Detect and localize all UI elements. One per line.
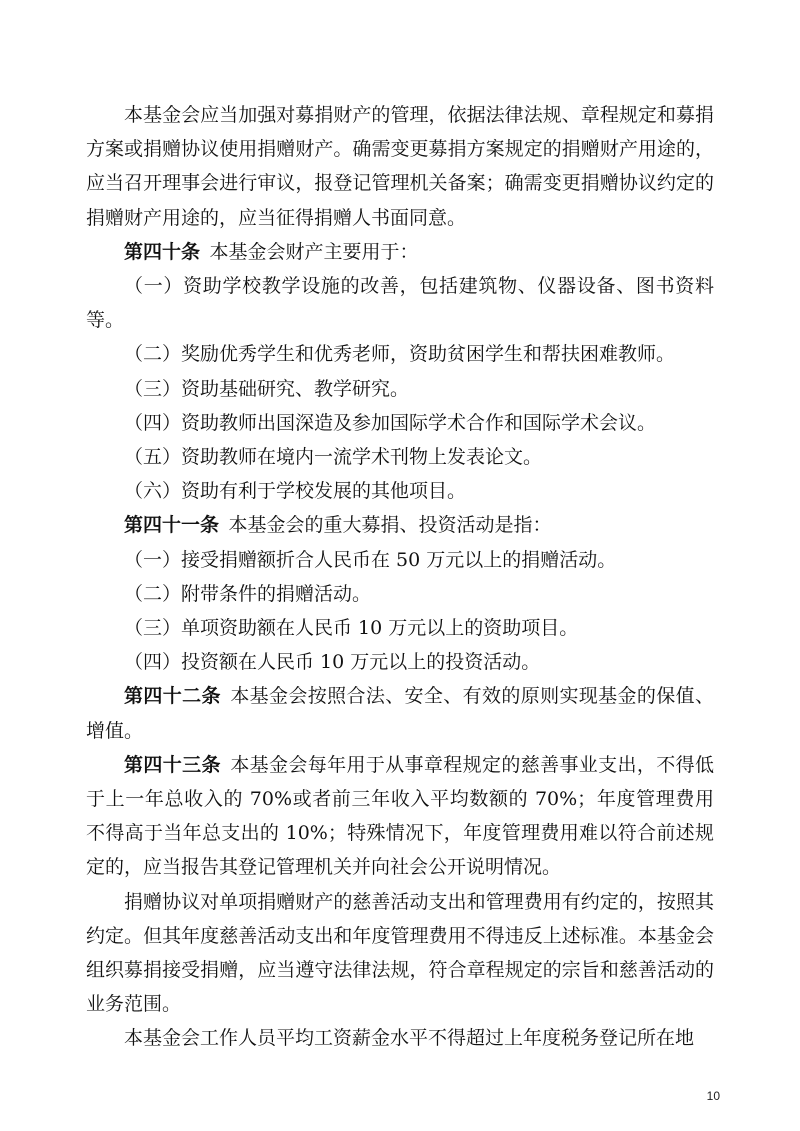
article-number: 第四十三条: [124, 753, 221, 776]
paragraph-text: 捐赠协议对单项捐赠财产的慈善活动支出和管理费用有约定的，按照其约定。但其年度慈善活动支出和年度管理费用不得违反上述标准。本基金会组织募捐接受捐赠，应当遵守法律法规，符合章程规定的宗旨和慈善活动的业务范围。: [86, 890, 714, 1016]
body-paragraph: [86, 1021, 714, 1055]
page-number: 10: [706, 1089, 720, 1103]
body-paragraph: [86, 577, 714, 611]
body-paragraph: [86, 406, 714, 440]
article-paragraph: [86, 508, 714, 542]
article-number: 第四十二条: [124, 685, 221, 708]
body-paragraph: [86, 611, 714, 645]
body-paragraph: [86, 372, 714, 406]
body-paragraph: [86, 645, 714, 679]
article-paragraph: [86, 748, 714, 885]
paragraph-text: 本基金会工作人员平均工资薪金水平不得超过上年度税务登记所在地: [124, 1027, 695, 1050]
paragraph-text: （四）投资额在人民币 10 万元以上的投资活动。: [124, 651, 541, 674]
document-body: [86, 98, 714, 1056]
body-paragraph: [86, 269, 714, 337]
body-paragraph: [86, 98, 714, 235]
paragraph-text: 本基金会财产主要用于：: [209, 240, 419, 263]
body-paragraph: [86, 543, 714, 577]
body-paragraph: [86, 337, 714, 371]
article-number: 第四十条: [124, 240, 201, 263]
paragraph-text: 本基金会的重大募捐、投资活动是指：: [228, 514, 552, 537]
paragraph-text: （六）资助有利于学校发展的其他项目。: [124, 480, 467, 503]
paragraph-text: （三）单项资助额在人民币 10 万元以上的资助项目。: [124, 617, 579, 640]
body-paragraph: [86, 440, 714, 474]
paragraph-text: 本基金会按照合法、安全、有效的原则实现基金的保值、增值。: [86, 685, 714, 742]
paragraph-text: （二）奖励优秀学生和优秀老师，资助贫困学生和帮扶困难教师。: [124, 343, 676, 366]
article-paragraph: [86, 235, 714, 269]
paragraph-text: （一）接受捐赠额折合人民币在 50 万元以上的捐赠活动。: [124, 548, 617, 571]
paragraph-text: （一）资助学校教学设施的改善，包括建筑物、仪器设备、图书资料等。: [86, 275, 714, 332]
body-paragraph: [86, 474, 714, 508]
body-paragraph: [86, 885, 714, 1022]
paragraph-text: 本基金会每年用于从事章程规定的慈善事业支出，不得低于上一年总收入的 70%或者前三年收入平均数额的 70%；年度管理费用不得高于当年总支出的 10%；特殊情况下，年度管理费用难以符合前述规定的，应当报告其登记管理机关并向社会公开说明情况。: [86, 753, 714, 879]
paragraph-text: （三）资助基础研究、教学研究。: [124, 377, 410, 400]
paragraph-text: （二）附带条件的捐赠活动。: [124, 582, 372, 605]
paragraph-text: （五）资助教师在境内一流学术刊物上发表论文。: [124, 446, 543, 469]
paragraph-text: 本基金会应当加强对募捐财产的管理，依据法律法规、章程规定和募捐方案或捐赠协议使用捐赠财产。确需变更募捐方案规定的捐赠财产用途的，应当召开理事会进行审议，报登记管理机关备案；确需变更捐赠协议约定的捐赠财产用途的，应当征得捐赠人书面同意。: [86, 104, 714, 229]
article-number: 第四十一条: [124, 514, 220, 537]
paragraph-text: （四）资助教师出国深造及参加国际学术合作和国际学术会议。: [124, 411, 657, 434]
article-paragraph: [86, 679, 714, 747]
